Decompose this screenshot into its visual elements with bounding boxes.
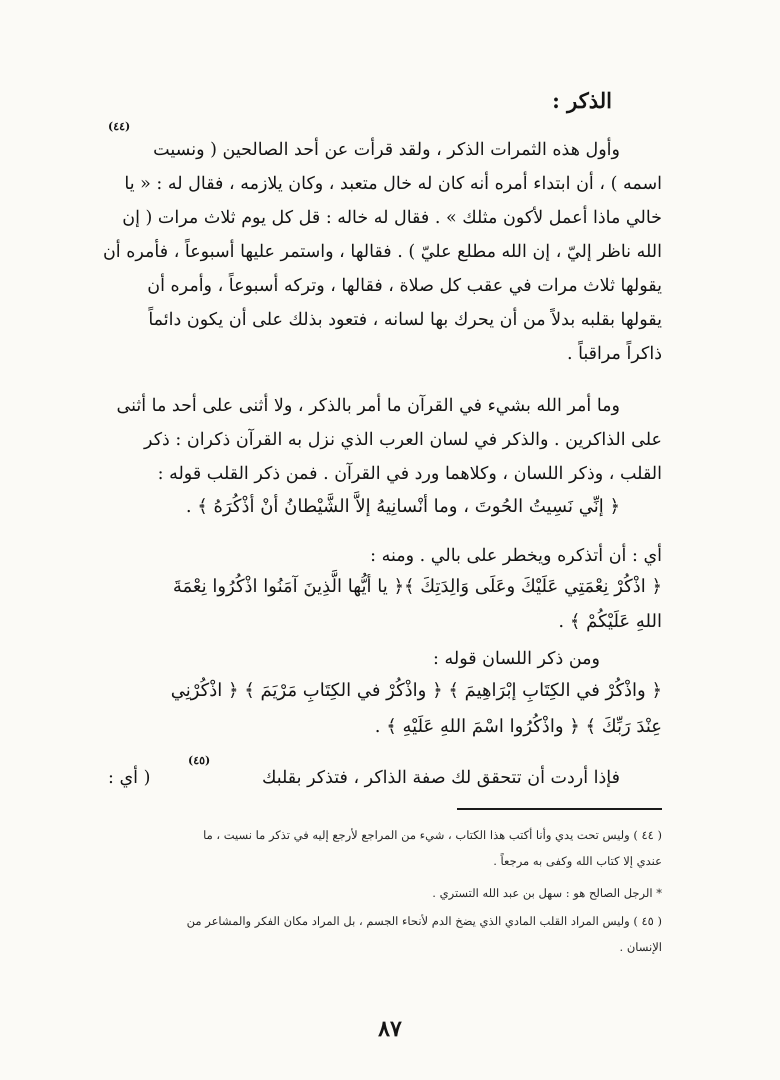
footnote-star: * الرجل الصالح هو : سهل بن عبد الله التستري . (432, 886, 662, 900)
body-line-7: ذاكراً مراقباً . (566, 344, 662, 364)
footnote-45-line-2: الإنسان . (619, 940, 662, 954)
body-line-3: خالي ماذا أعمل لأكون مثلك » . فقال له خاله : قل كل يوم ثلاث مرات ( إن (122, 208, 662, 228)
body-line-4: الله ناظر إليّ ، إن الله مطلع عليّ ) . فقالها ، واستمر عليها أسبوعاً ، فأمره أن (102, 242, 662, 262)
body-line-6: يقولها بقلبه بدلاً من أن يحرك بها لسانه ، فتعود بذلك على أن يكون دائماً (148, 310, 662, 330)
body-line-10: القلب ، وذكر اللسان ، وكلاهما ورد في القرآن . فمن ذكر القلب قوله : (157, 464, 662, 484)
quran-verse-5: عِنْدَ رَبِّكَ ﴾ ﴿ واذْكُرُوا اسْمَ اللهِ عَلَيْهِ ﴾ . (374, 716, 662, 737)
footnote-ref-45[interactable]: (٤٥) (188, 754, 211, 767)
footnote-44-line-2: عندي إلا كتاب الله وكفى به مرجعاً . (493, 854, 662, 868)
page-number: ٨٧ (378, 1016, 402, 1042)
body-line-1: وأول هذه الثمرات الذكر ، ولقد قرأت عن أحد الصالحين ( ونسيت (153, 140, 620, 160)
body-line-12: ومن ذكر اللسان قوله : (433, 649, 600, 669)
body-line-14: ( أي : (108, 768, 151, 788)
quran-verse-2: ﴿ اذْكُرْ نِعْمَتِي عَلَيْكَ وعَلَى وَالِدَتِكَ ﴾﴿ يا أيُّها الَّذِينَ آمَنُوا اذْكُرُوا نِعْمَةَ (172, 576, 662, 597)
quran-verse-4: ﴿ واذْكُرْ في الكِتَابِ إبْرَاهِيمَ ﴾ ﴿ واذْكُرْ في الكِتَابِ مَرْيَمَ ﴾ ﴿ اذْكُرْنِي (170, 680, 662, 701)
quran-verse-3: اللهِ عَلَيْكُمْ ﴾ . (558, 611, 662, 632)
body-line-2: اسمه ) ، أن ابتداء أمره أنه كان له خال متعبد ، وكان يلازمه ، فقال له : « يا (124, 174, 662, 194)
quran-verse-1: ﴿ إنِّي نَسِيتُ الحُوتَ ، وما أنْسانِيهُ إلاَّ الشَّيْطانُ أنْ أذْكُرَهُ ﴾ . (185, 496, 620, 517)
body-line-5: يقولها ثلاث مرات في عقب كل صلاة ، فقالها ، وتركه أسبوعاً ، وأمره أن (147, 276, 662, 296)
footnote-44-line-1: ( ٤٤ ) وليس تحت يدي وأنا أكتب هذا الكتاب ، شيء من المراجع لأرجع إليه في تذكر ما نسيت ، ما (203, 828, 662, 842)
body-line-8: وما أمر الله بشيء في القرآن ما أمر بالذكر ، ولا أثنى على أحد ما أثنى (116, 396, 620, 416)
footnote-separator (457, 808, 662, 810)
footnote-45-line-1: ( ٤٥ ) وليس المراد القلب المادي الذي يضخ الدم لأنحاء الجسم ، بل المراد مكان الفكر والمشاعر من (186, 914, 662, 928)
section-heading: الذكر : (552, 88, 612, 113)
body-line-11: أي : أن أتذكره ويخطر على بالي . ومنه : (370, 546, 662, 566)
footnote-ref-44[interactable]: (٤٤) (108, 120, 131, 133)
body-line-9: على الذاكرين . والذكر في لسان العرب الذي نزل به القرآن ذكران : ذكر (144, 430, 662, 450)
body-line-13: فإذا أردت أن تتحقق لك صفة الذاكر ، فتذكر بقلبك (261, 768, 620, 788)
